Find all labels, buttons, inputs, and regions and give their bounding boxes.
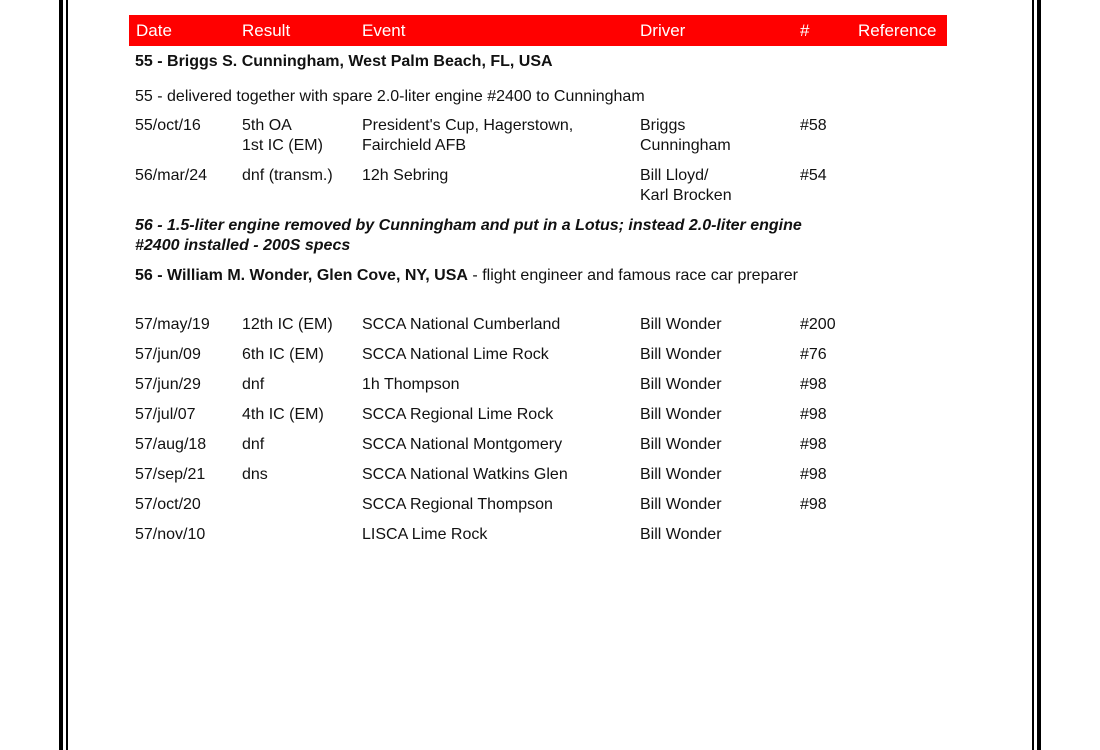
row-result: dnf xyxy=(242,376,265,393)
row-result: 5th OA 1st IC (EM) xyxy=(242,117,323,154)
row-event: SCCA National Lime Rock xyxy=(362,346,549,363)
row-date: 56/mar/24 xyxy=(135,167,208,184)
header-event: Event xyxy=(362,21,406,40)
row-driver: Bill Wonder xyxy=(640,406,722,423)
row-result: 12th IC (EM) xyxy=(242,316,333,333)
row-number: #98 xyxy=(800,496,827,513)
row-event: SCCA Regional Lime Rock xyxy=(362,406,554,423)
row-result: dnf xyxy=(242,436,265,453)
row-date: 57/nov/10 xyxy=(135,526,206,543)
header-date: Date xyxy=(136,21,172,40)
owner-name-wonder: 56 - William M. Wonder, Glen Cove, NY, USA xyxy=(135,267,468,284)
row-event: SCCA National Watkins Glen xyxy=(362,466,568,483)
header-reference: Reference xyxy=(858,21,937,40)
row-result: dns xyxy=(242,466,268,483)
row-driver: Bill Wonder xyxy=(640,346,722,363)
row-number: #98 xyxy=(800,436,827,453)
engine-note: 56 - 1.5-liter engine removed by Cunningham and put in a Lotus; instead 2.0-liter engine #2400 installed - 200S specs xyxy=(135,217,802,254)
row-number: #58 xyxy=(800,117,827,134)
row-number: #98 xyxy=(800,376,827,393)
row-event: SCCA Regional Thompson xyxy=(362,496,553,513)
row-event: SCCA National Cumberland xyxy=(362,316,561,333)
row-result: 6th IC (EM) xyxy=(242,346,324,363)
row-number: #98 xyxy=(800,466,827,483)
header-number: # xyxy=(800,21,810,40)
row-event: SCCA National Montgomery xyxy=(362,436,563,453)
delivery-note: 55 - delivered together with spare 2.0-liter engine #2400 to Cunningham xyxy=(135,88,645,105)
row-date: 57/aug/18 xyxy=(135,436,207,453)
row-driver: Bill Wonder xyxy=(640,316,722,333)
row-driver: Bill Wonder xyxy=(640,466,722,483)
row-date: 57/jun/09 xyxy=(135,346,201,363)
row-date: 57/jun/29 xyxy=(135,376,201,393)
row-event: 1h Thompson xyxy=(362,376,460,393)
row-number: #76 xyxy=(800,346,827,363)
row-event: President's Cup, Hagerstown, Fairchield AFB xyxy=(362,117,574,154)
row-date: 57/oct/20 xyxy=(135,496,201,513)
owner-heading-cunningham: 55 - Briggs S. Cunningham, West Palm Beach, FL, USA xyxy=(135,53,553,70)
row-driver: Bill Wonder xyxy=(640,376,722,393)
row-date: 57/jul/07 xyxy=(135,406,196,423)
header-result: Result xyxy=(242,21,291,40)
owner-heading-wonder xyxy=(135,266,835,286)
row-number: #98 xyxy=(800,406,827,423)
row-event: LISCA Lime Rock xyxy=(362,526,488,543)
header-driver: Driver xyxy=(640,21,686,40)
row-result: dnf (transm.) xyxy=(242,167,333,184)
row-date: 55/oct/16 xyxy=(135,117,201,134)
row-driver: Bill Lloyd/ Karl Brocken xyxy=(640,167,732,204)
row-date: 57/may/19 xyxy=(135,316,210,333)
row-number: #200 xyxy=(800,316,836,333)
owner-description-wonder: - flight engineer and famous race car preparer xyxy=(467,267,798,284)
row-number: #54 xyxy=(800,167,827,184)
row-driver: Bill Wonder xyxy=(640,496,722,513)
row-date: 57/sep/21 xyxy=(135,466,206,483)
row-result: 4th IC (EM) xyxy=(242,406,324,423)
row-driver: Briggs Cunningham xyxy=(640,117,731,154)
row-event: 12h Sebring xyxy=(362,167,449,184)
row-driver: Bill Wonder xyxy=(640,436,722,453)
row-driver: Bill Wonder xyxy=(640,526,722,543)
